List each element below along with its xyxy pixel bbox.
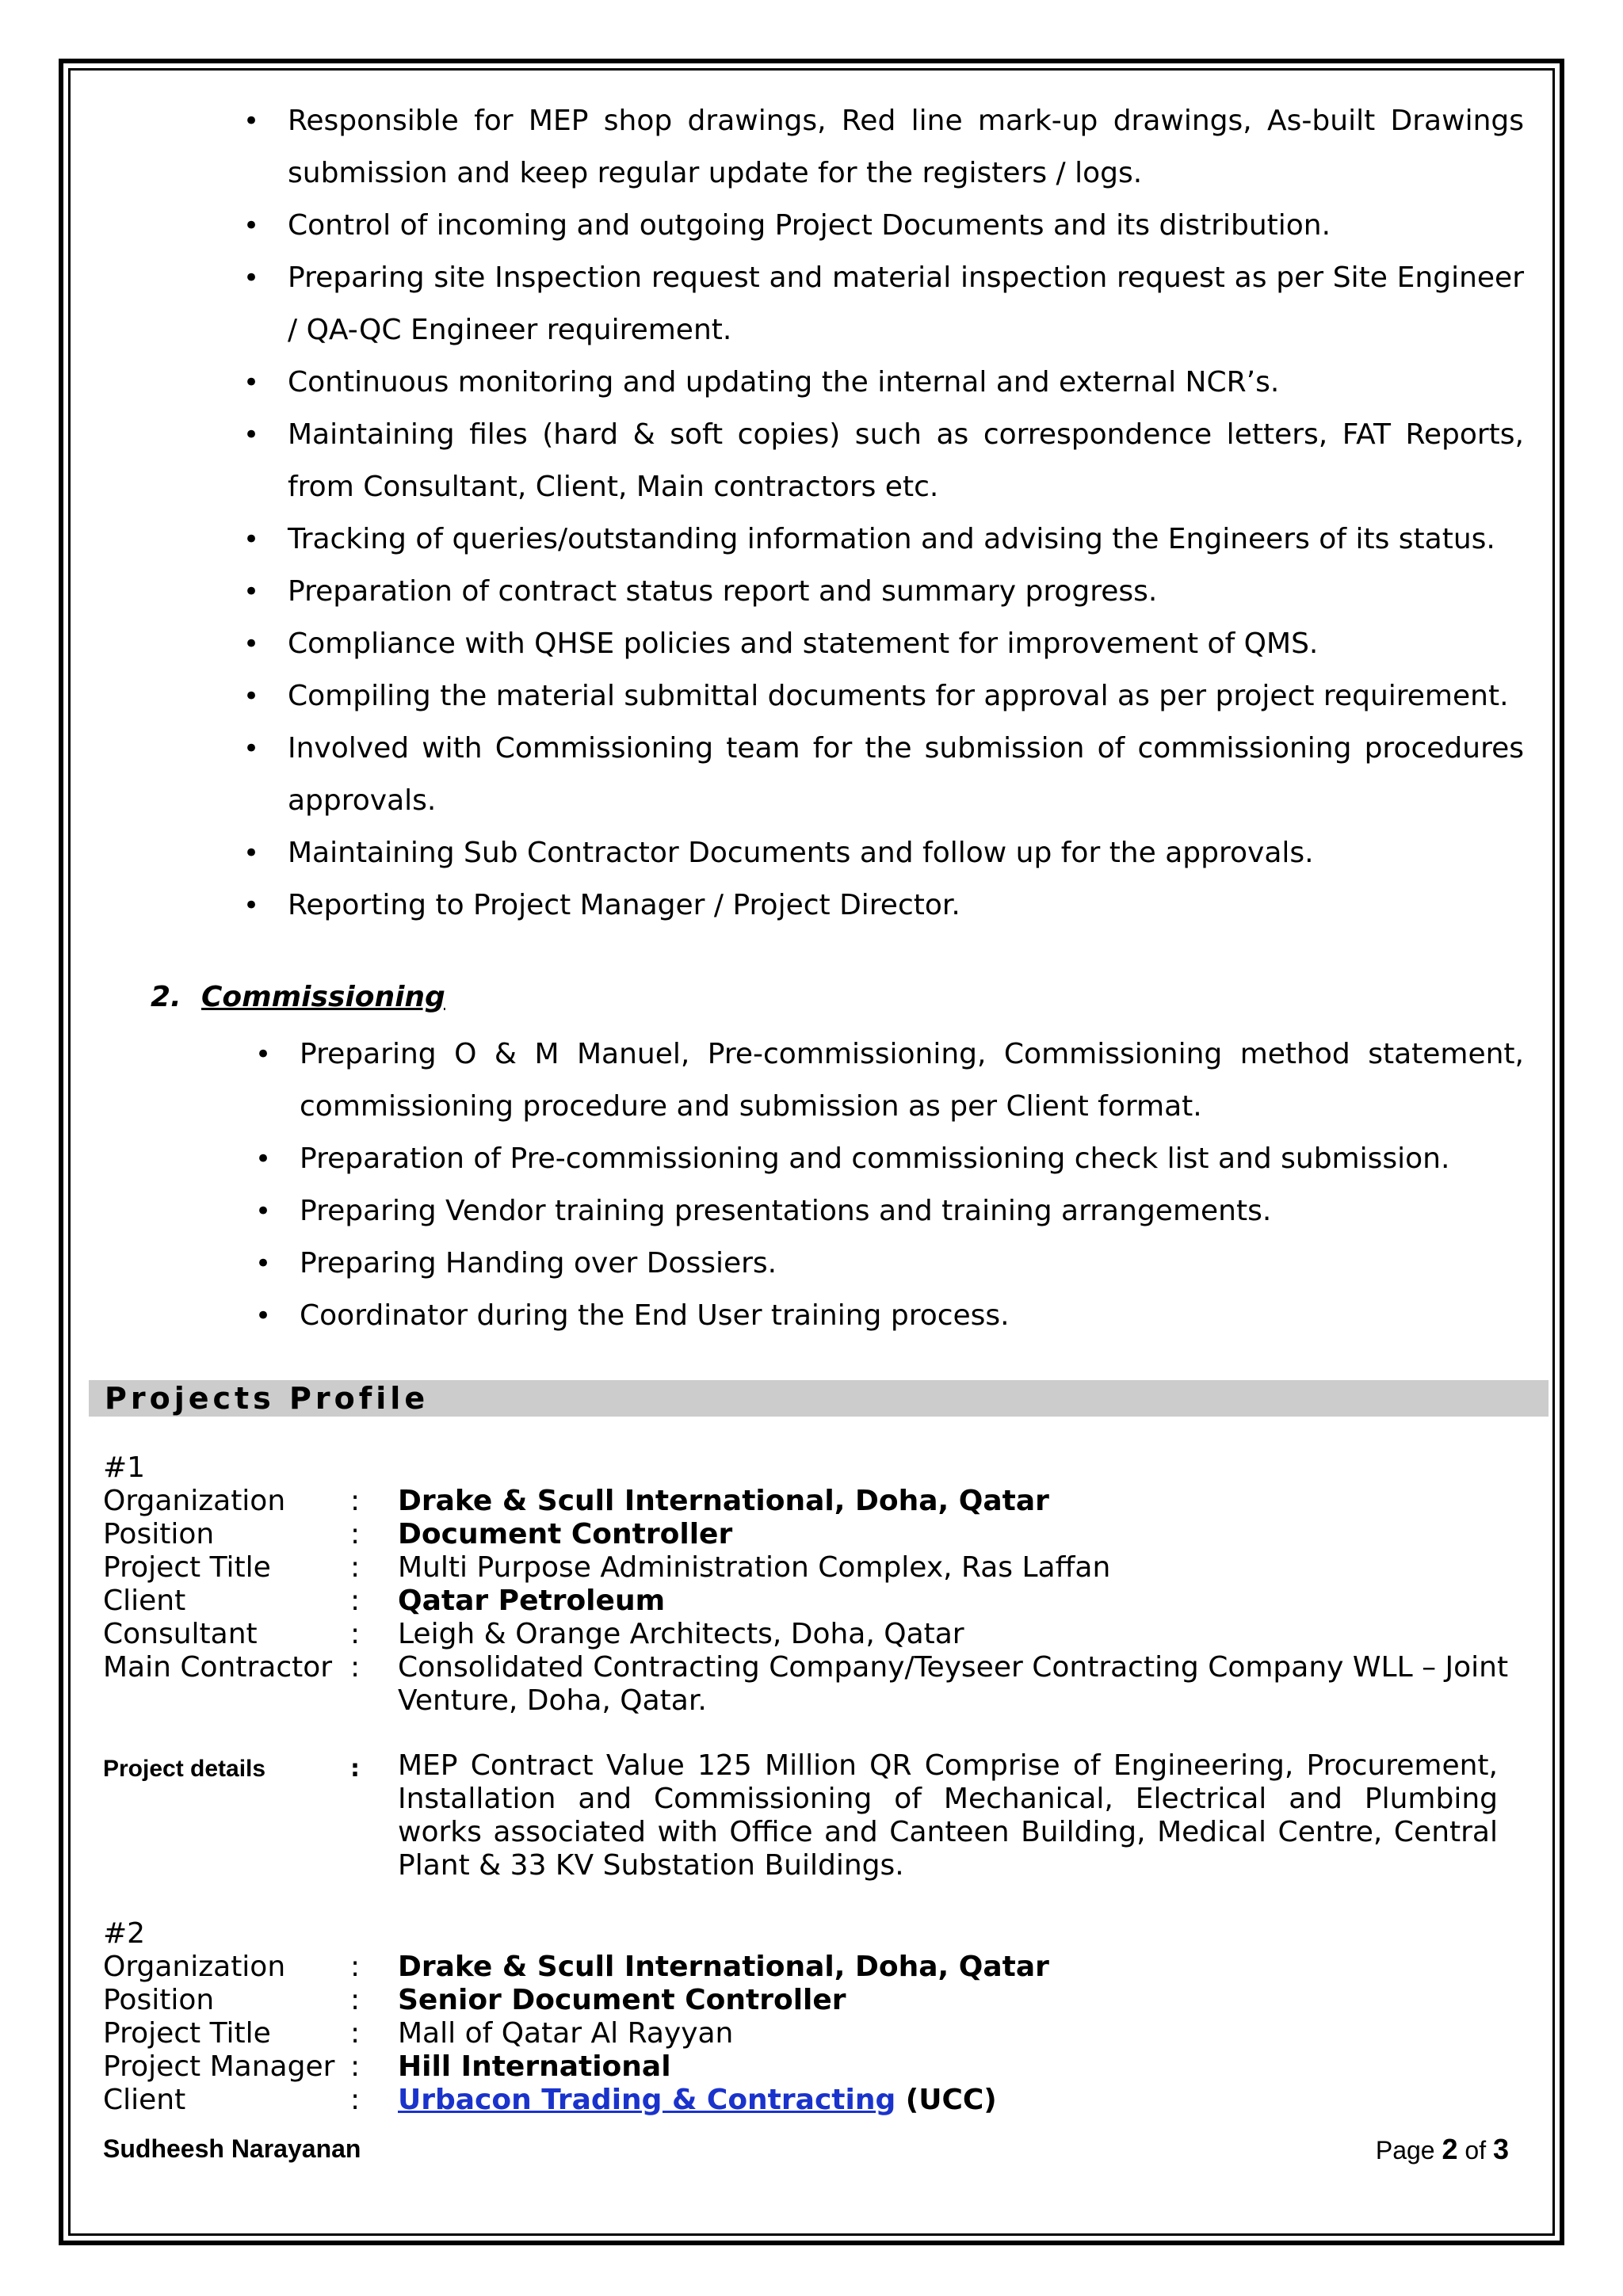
field-separator: : [350,1984,361,2016]
field-separator: : [350,1951,361,1983]
footer-author-name: Sudheesh Narayanan [103,2134,361,2163]
page-total: 3 [1492,2133,1509,2165]
field-value: MEP Contract Value 125 Million QR Comprise of Engineering, Procurement, Installation and Commissioning of Mechanical, Electrical and Plumbing works associated with Office and Canteen Building, Medical Centre, Central Plant & 33 KV Substation Buildings. [398,1749,1498,1882]
list-item: • Maintaining files (hard & soft copies) such as correspondence letters, FAT Reports, from Consultant, Client, Main contractors etc. [288,409,1524,513]
client-suffix: (UCC) [905,2084,997,2116]
organization-row [103,1485,1514,1518]
field-label: Project Title [103,2017,271,2050]
commissioning-heading [151,981,445,1013]
list-item: • Reporting to Project Manager / Project Director. [288,879,1524,932]
field-label: Client [103,2084,186,2116]
field-label: Position [103,1984,215,2016]
field-label: Project details [103,1756,266,1782]
field-separator: : [350,1551,361,1584]
project-number: #2 [103,1917,146,1950]
field-value: Drake & Scull International, Doha, Qatar [398,1951,1049,1983]
client-row [103,1585,1514,1618]
project-2 [103,1917,1514,2117]
project-1 [103,1451,1514,1882]
field-label: Organization [103,1951,286,1983]
field-value [398,2084,1514,2117]
project-title-row [103,2017,1514,2050]
list-item: • Preparing O & M Manuel, Pre-commissioning, Commissioning method statement, commissioning procedure and submission as per Client format. [300,1028,1524,1133]
list-item: • Preparation of contract status report and summary progress. [288,566,1524,618]
project-manager-row [103,2050,1514,2084]
client-row [103,2084,1514,2117]
project-title-row [103,1551,1514,1585]
list-item: • Compiling the material submittal documents for approval as per project requirement. [288,670,1524,723]
project-details-row [103,1749,1514,1882]
field-label: Position [103,1518,215,1550]
section-number: 2. [151,981,181,1013]
field-separator: : [350,2084,361,2116]
field-separator: : [350,1755,360,1783]
field-value: Qatar Petroleum [398,1585,666,1617]
field-value: Leigh & Orange Architects, Doha, Qatar [398,1618,964,1650]
project-number: #1 [103,1451,146,1484]
field-value: Drake & Scull International, Doha, Qatar [398,1485,1049,1517]
list-item: • Involved with Commissioning team for the submission of commissioning procedures approvals. [288,723,1524,827]
client-link[interactable]: Urbacon Trading & Contracting [398,2084,896,2116]
of-word: of [1465,2136,1487,2164]
field-separator: : [350,2050,361,2083]
page-word: Page [1375,2136,1435,2164]
field-separator: : [350,1518,361,1550]
field-separator: : [350,1585,361,1617]
list-item: • Preparing site Inspection request and material inspection request as per Site Engineer / QA-QC Engineer requirement. [288,252,1524,357]
field-value: Senior Document Controller [398,1984,846,2016]
list-item: • Responsible for MEP shop drawings, Red line mark-up drawings, As-built Drawings submission and keep regular update for the registers / logs. [288,95,1524,200]
position-row [103,1984,1514,2017]
responsibilities-list [288,95,1524,932]
main-contractor-row [103,1651,1514,1718]
list-item: • Preparation of Pre-commissioning and commissioning check list and submission. [300,1133,1524,1185]
field-label: Project Manager [103,2050,335,2083]
field-value: Document Controller [398,1518,733,1550]
field-label: Organization [103,1485,286,1517]
list-item: • Coordinator during the End User training process. [300,1290,1524,1342]
consultant-row [103,1618,1514,1651]
field-label: Client [103,1585,186,1617]
list-item: • Tracking of queries/outstanding information and advising the Engineers of its status. [288,513,1524,566]
page-current: 2 [1442,2133,1458,2165]
list-item: • Maintaining Sub Contractor Documents and follow up for the approvals. [288,827,1524,879]
field-value: Multi Purpose Administration Complex, Ras Laffan [398,1551,1111,1584]
field-value: Mall of Qatar Al Rayyan [398,2017,734,2050]
field-value: Hill International [398,2050,671,2083]
list-item: • Preparing Handing over Dossiers. [300,1238,1524,1290]
field-separator: : [350,1485,361,1517]
field-label: Project Title [103,1551,271,1584]
projects-profile-header [89,1380,1549,1417]
list-item: • Preparing Vendor training presentations and training arrangements. [300,1185,1524,1238]
position-row [103,1518,1514,1551]
list-item: • Continuous monitoring and updating the internal and external NCR’s. [288,357,1524,409]
field-separator: : [350,1651,361,1684]
footer-page-number [1376,2133,1509,2166]
commissioning-list [300,1028,1524,1342]
field-separator: : [350,1618,361,1650]
field-label: Consultant [103,1618,258,1650]
organization-row [103,1951,1514,1984]
section-title: Projects Profile [105,1381,430,1416]
list-item: • Compliance with QHSE policies and statement for improvement of QMS. [288,618,1524,670]
section-title: Commissioning [201,981,445,1013]
field-separator: : [350,2017,361,2050]
field-value: Consolidated Contracting Company/Teyseer Contracting Company WLL – Joint Venture, Doha, Qatar. [398,1651,1509,1717]
list-item: • Control of incoming and outgoing Project Documents and its distribution. [288,200,1524,252]
field-label: Main Contractor [103,1651,333,1684]
